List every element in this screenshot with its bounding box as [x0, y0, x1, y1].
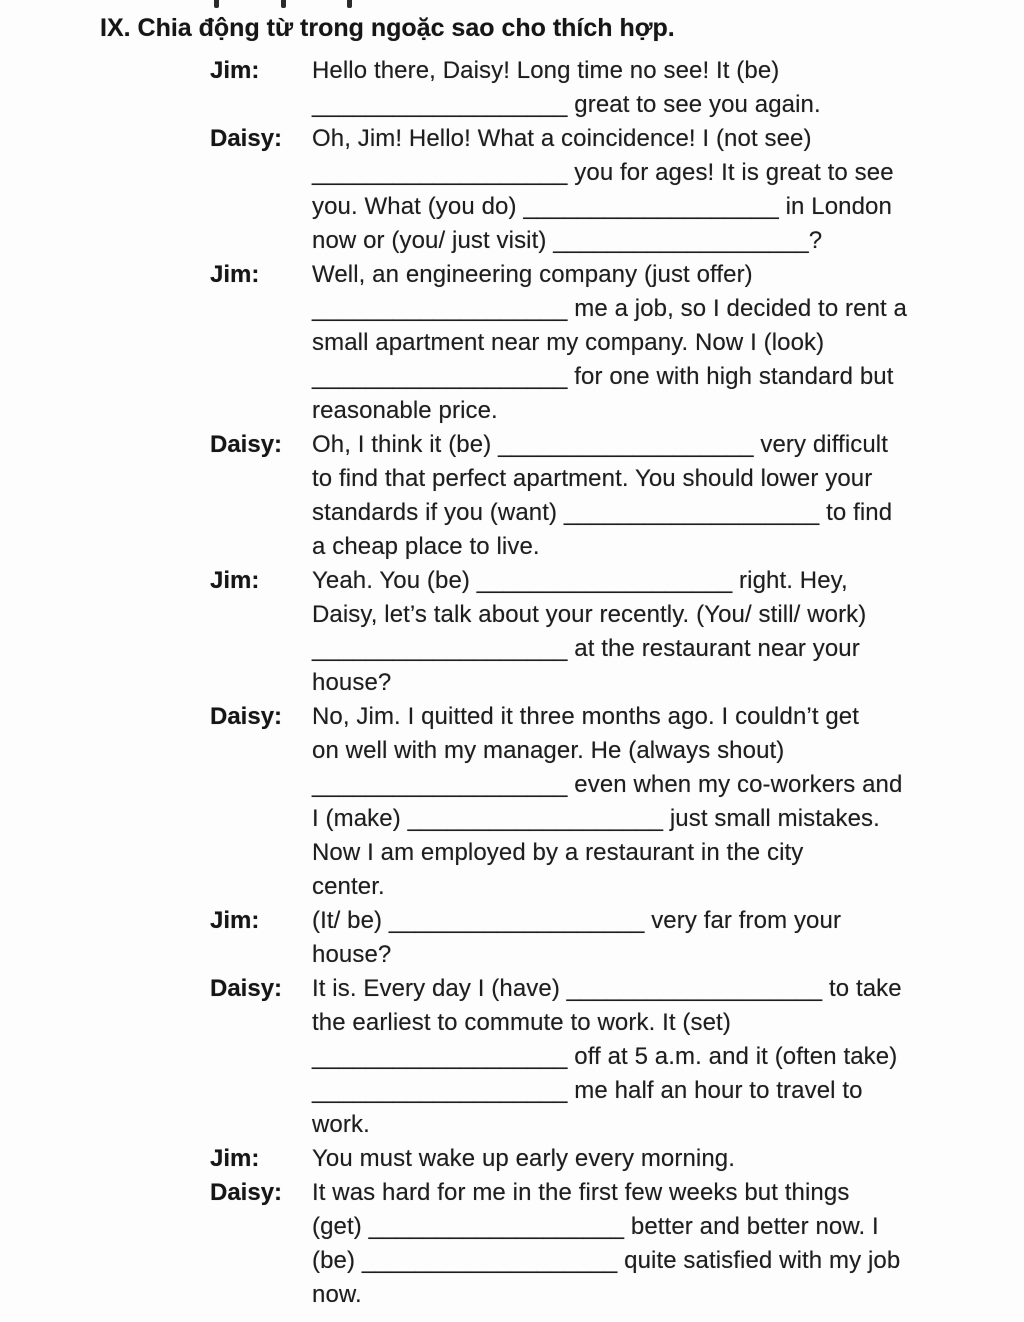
speaker-label: Daisy: [210, 975, 283, 1002]
dialogue-turn [210, 1142, 970, 1176]
cut-off-text-fragment [281, 0, 286, 8]
dialogue-turn [210, 700, 970, 904]
turn-lines [312, 564, 952, 700]
dialogue-line: Well, an engineering company (just offer) [312, 261, 753, 288]
turn-lines [312, 258, 952, 428]
dialogue-turn [210, 54, 970, 122]
turn-lines [312, 904, 952, 972]
dialogue-line: Now I am employed by a restaurant in the city [312, 839, 804, 866]
exercise-heading: IX. Chia động từ trong ngoặc sao cho thích hợp. [100, 14, 675, 42]
dialogue-line: ___________________ off at 5 a.m. and it (often take) [312, 1043, 898, 1070]
dialogue-line: small apartment near my company. Now I (look) [312, 329, 825, 356]
dialogue-turn [210, 258, 970, 428]
speaker-label: Jim: [210, 261, 260, 288]
dialogue-line: Oh, I think it (be) ___________________ very difficult [312, 431, 889, 458]
dialogue-line: standards if you (want) ___________________ to find [312, 499, 893, 526]
dialogue-line: (be) ___________________ quite satisfied with my job [312, 1247, 901, 1274]
turn-lines [312, 700, 952, 904]
dialogue-turn [210, 972, 970, 1142]
dialogue-line: now. [312, 1281, 362, 1308]
dialogue-line: (It/ be) ___________________ very far from your [312, 907, 842, 934]
speaker-label: Jim: [210, 57, 260, 84]
dialogue-line: You must wake up early every morning. [312, 1145, 736, 1172]
dialogue-line: on well with my manager. He (always shout) [312, 737, 785, 764]
dialogue-line: It was hard for me in the first few weeks but things [312, 1179, 850, 1206]
dialogue-line: work. [312, 1111, 370, 1138]
dialogue-line: Daisy, let’s talk about your recently. (You/ still/ work) [312, 601, 867, 628]
dialogue-line: center. [312, 873, 385, 900]
dialogue-line: to find that perfect apartment. You should lower your [312, 465, 873, 492]
speaker-label: Daisy: [210, 1179, 283, 1206]
dialogue-line: ___________________ at the restaurant near your [312, 635, 860, 662]
dialogue-line: (get) ___________________ better and better now. I [312, 1213, 879, 1240]
dialogue-line: a cheap place to live. [312, 533, 540, 560]
speaker-label: Daisy: [210, 431, 283, 458]
speaker-label: Daisy: [210, 703, 283, 730]
dialogue-line: house? [312, 669, 392, 696]
turn-lines [312, 428, 952, 564]
turn-lines [312, 1142, 952, 1176]
dialogue-line: Yeah. You (be) ___________________ right. Hey, [312, 567, 848, 594]
turn-lines [312, 1176, 952, 1312]
dialogue-line: Oh, Jim! Hello! What a coincidence! I (not see) [312, 125, 812, 152]
speaker-label: Daisy: [210, 125, 283, 152]
speaker-label: Jim: [210, 1145, 260, 1172]
dialogue-line: I (make) ___________________ just small mistakes. [312, 805, 880, 832]
dialogue-line: now or (you/ just visit) ___________________? [312, 227, 823, 254]
dialogue-line: Hello there, Daisy! Long time no see! It (be) [312, 57, 780, 84]
dialogue-turn [210, 122, 970, 258]
dialogue-turn [210, 1176, 970, 1312]
turn-lines [312, 54, 952, 122]
cut-off-text-fragment [347, 0, 352, 8]
dialogue-line: ___________________ you for ages! It is great to see [312, 159, 894, 186]
dialogue [210, 54, 970, 1312]
dialogue-line: It is. Every day I (have) ___________________ to take [312, 975, 902, 1002]
dialogue-line: ___________________ me a job, so I decided to rent a [312, 295, 908, 322]
dialogue-line: house? [312, 941, 392, 968]
dialogue-line: you. What (you do) ___________________ in London [312, 193, 892, 220]
dialogue-line: ___________________ great to see you again. [312, 91, 821, 118]
speaker-label: Jim: [210, 907, 260, 934]
dialogue-line: ___________________ for one with high standard but [312, 363, 894, 390]
dialogue-line: ___________________ even when my co-workers and [312, 771, 903, 798]
dialogue-turn [210, 564, 970, 700]
turn-lines [312, 972, 952, 1142]
dialogue-line: reasonable price. [312, 397, 498, 424]
dialogue-turn [210, 428, 970, 564]
speaker-label: Jim: [210, 567, 260, 594]
cut-off-text-fragment [214, 0, 219, 8]
dialogue-line: No, Jim. I quitted it three months ago. I couldn’t get [312, 703, 860, 730]
dialogue-line: ___________________ me half an hour to travel to [312, 1077, 863, 1104]
dialogue-line: the earliest to commute to work. It (set) [312, 1009, 731, 1036]
dialogue-turn [210, 904, 970, 972]
turn-lines [312, 122, 952, 258]
